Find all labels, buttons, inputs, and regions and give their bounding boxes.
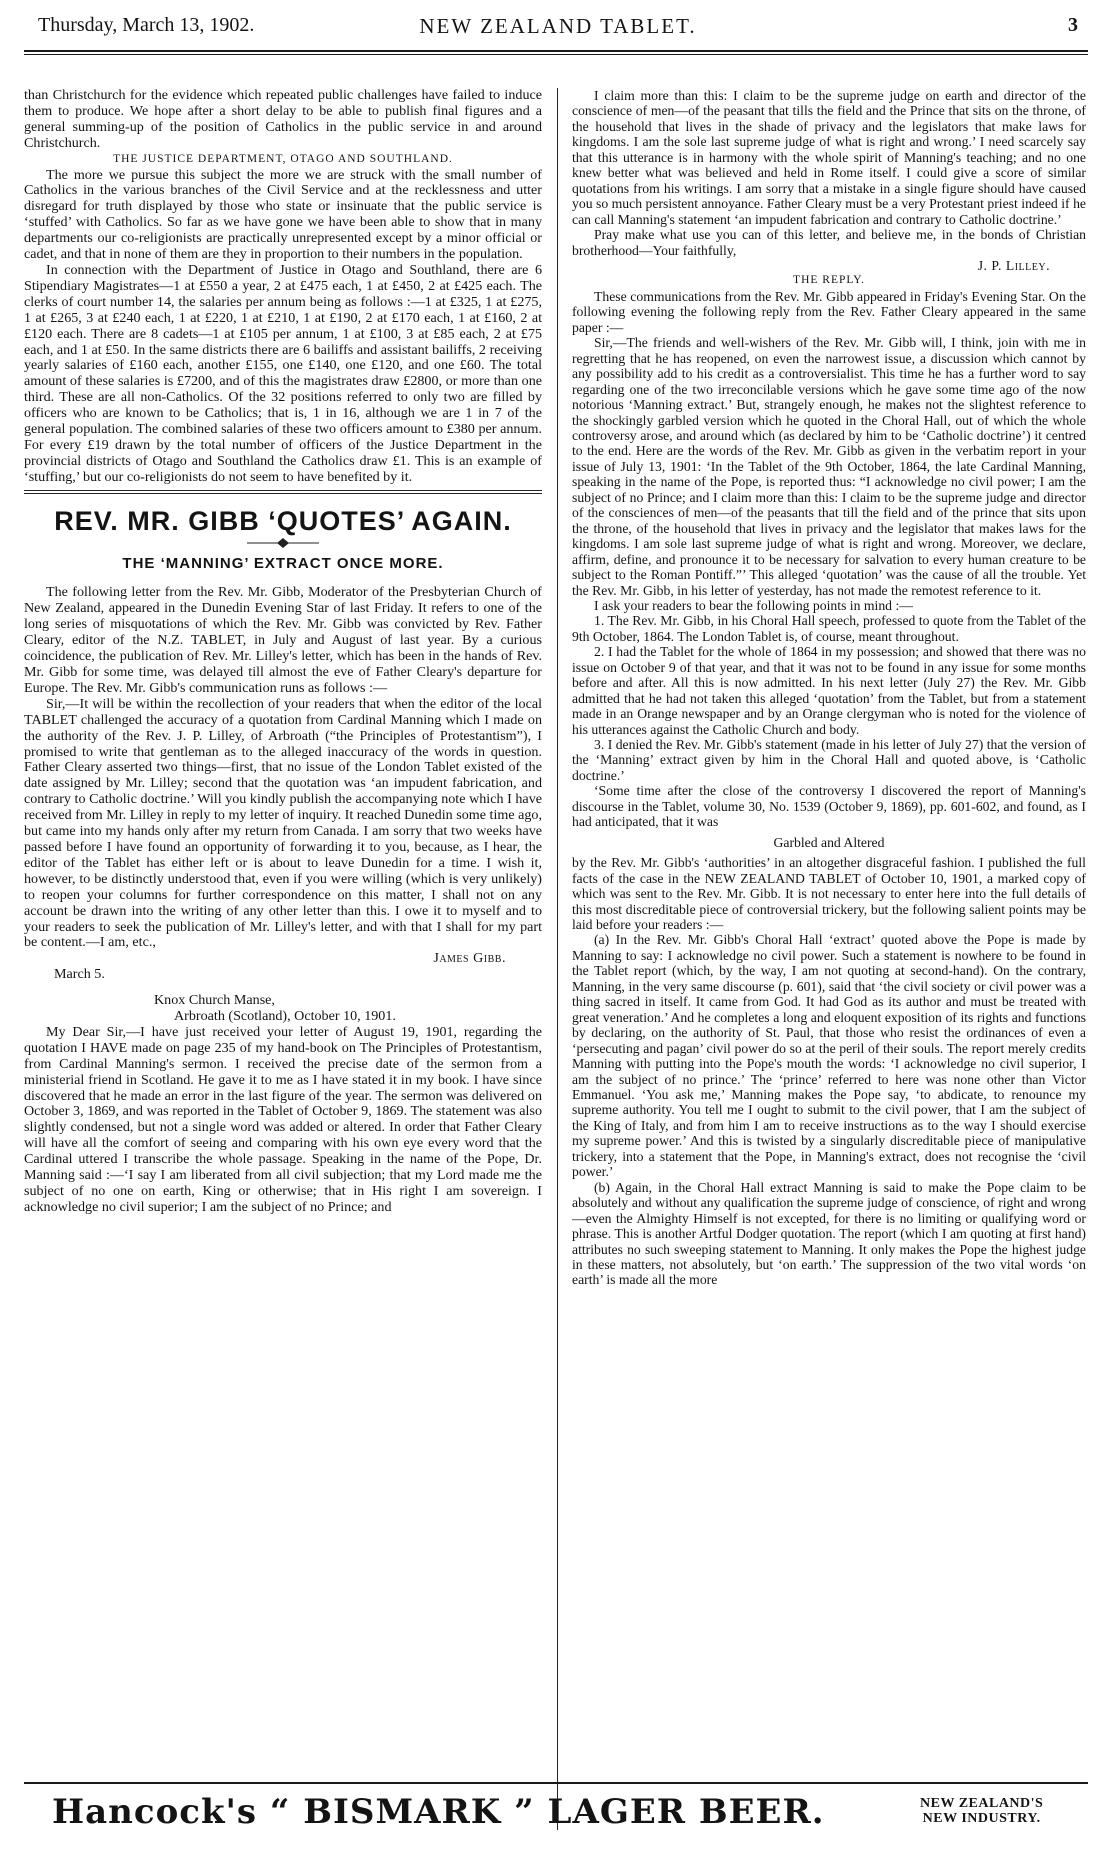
paragraph: Pray make what use you can of this letter, and believe me, in the bonds of Christian brotherhood—Your faithfully, [572,227,1086,258]
paragraph: ‘Some time after the close of the controversy I discovered the report of Manning's discourse in the Tablet, volume 30, No. 1539 (October 9, 1869), pp. 601-602, and found, as I had anticipated, that it was [572,783,1086,830]
right-column [572,88,1086,1848]
reply-subheading: THE REPLY. [793,274,865,287]
page-header [38,14,1078,44]
paragraph: These communications from the Rev. Mr. Gibb appeared in Friday's Evening Star. On the following evening the following reply from the Rev. Father Cleary appeared in the same paper :— [572,288,1086,335]
address-line: Arbroath (Scotland), October 10, 1901. [174,1008,396,1025]
letter-date: March 5. [54,966,105,983]
spacer [24,983,542,993]
paragraph: (a) In the Rev. Mr. Gibb's Choral Hall ‘extract’ quoted above the Pope is made by Manning to say: I acknowledge no civil power. Such a statement is nowhere to be found in the Tablet report (which, by the way, I am not quoting at second-hand). On the contrary, Manning, in the very same discourse (p. 601), said that ‘the civil society or civil power was a thing sacred in itself. It came from God. It had God as its author and must be treated with great veneration.’ And he completes a long and eloquent exposition of its rights and functions by declaring, on the authority of St. Paul, that those who resist the ordinances of even a ‘persecuting and pagan’ civil power do so at the peril of their souls. The report merely credits Manning with putting into the Pope's mouth the words: ‘I acknowledge no civil superior, I am the subject of no prince.’ The ‘prince’ referred to here was none other than Victor Emmanuel. ‘You ask me,’ Manning makes the Pope say, ‘to abdicate, to renounce my supreme authority. You tell me I ought to submit to the civil power, that I am the subject of the King of Italy, and from him I am to receive instructions as to the way I should exercise my supreme power.’ And this is twisted by a singularly discreditable piece of manipulative trickery, into a statement that the Pope, in Manning's extract, does not recognise the ‘civil power.’ [572,932,1086,1180]
header-date: Thursday, March 13, 1902. [38,14,255,36]
ornament-diamond-icon [243,536,323,550]
section-divider [24,493,542,494]
paragraph: (b) Again, in the Choral Hall extract Manning is said to make the Pope claim to be absolutely and without any qualification the supreme judge of conscience, of right and wrong—even the Almighty Himself is not excepted, for there is no limiting or qualifying word or phrase. This is another Artful Dodger quotation. The report (which I am quoting at first hand) attributes no such sweeping statement to Manning. It only makes the Pope the highest judge in these matters, not absolutely, but ‘on earth.’ The suppression of the two vital words ‘on earth’ is made all the more [572,1179,1086,1288]
advert-brand: Hancock's “ BISMARK ” LAGER BEER. [52,1792,825,1832]
paragraph: The more we pursue this subject the more we are struck with the small number of Catholics in the various branches of the Civil Service and at the recklessness and utter disregard for truth displayed by those who state or insinuate that the public service is ‘stuffed’ with Catholics. So far as we have gone we have been able to show that in many departments our co-religionists are practically unrepresented except by a minor official or cadet, and that in none of them are they in proportion to their numbers in the population. [24,166,542,263]
paragraph: than Christchurch for the evidence which repeated public challenges have failed to induce them to produce. We hope after a short delay to be able to publish final figures and a general summing-up of the position of Catholics in the public service in and around Christchurch. [24,88,542,151]
paragraph: by the Rev. Mr. Gibb's ‘authorities’ in an altogether disgraceful fashion. I published the full facts of the case in the NEW ZEALAND TABLET of October 10, 1901, a marked copy of which was sent to the Rev. Mr. Gibb. It is not necessary to enter here into the full details of this most discreditable piece of controversial trickery, but the following salient points may be laid before your readers :— [572,855,1086,933]
address-line: Knox Church Manse, [154,992,275,1009]
header-rule [24,50,1088,52]
paragraph: 2. I had the Tablet for the whole of 1864 in my possession; and showed that there was no issue on October 9 of that year, and that it was not to be found in any issue for some months before and after. All this is now admitted. In his next letter (July 27) the Rev. Mr. Gibb admitted that he had not taken this alleged ‘quotation’ from the Tablet, but from a statement made in an Orange newspaper and by an Orange clergyman who is noted for the violence of his utterances against the Catholic Church and body. [572,644,1086,737]
paragraph: I claim more than this: I claim to be the supreme judge on earth and director of the conscience of men—of the peasant that tills the field and the Prince that sits on the throne, of the household that lives in the shade of privacy and the legislators that make laws for kingdoms. I am the sole last supreme judge of what is right and wrong.’ I need scarcely say that this utterance is in harmony with the whole spirit of Manning's teaching; and no one knew better what was believed and held in Rome itself. I could give a score of similar quotations from his writings. I am sorry that a mistake in a single figure should have caused you so much persistent annoyance. Father Cleary must be a very Protestant priest indeed if he can call Manning's statement ‘an impudent fabrication and contrary to Catholic doctrine.’ [572,88,1086,227]
article-subheadline: THE ‘MANNING’ EXTRACT ONCE MORE. [122,554,444,572]
letter-paragraph: Sir,—It will be within the recollection of your readers that when the editor of the local TABLET challenged the accuracy of a quotation from Cardinal Manning which I made on the authority of the Rev. J. P. Lilley, of Arbroath (“the Principles of Protestantism”), I promised to write that gentleman as to the alleged inaccuracy of the words in question. Father Cleary asserted two things—first, that no issue of the London Tablet existed of the date assigned by Mr. Lilley; second that the quotation was ‘an impudent fabrication, and contrary to Catholic doctrine.’ Will you kindly publish the accompanying note which I have received from Mr. Lilley in reply to my letter of inquiry. It reached Dunedin some time ago, but came into my hands only after my return from Canada. I am sorry that two weeks have passed before I have found an opportunity of forwarding it to you, because, as I hear, the editor of the Tablet has either left or is about to leave Dunedin for a time. I wish it, however, to be distinctly understood that, even if you were willing (which is very unlikely) to reopen your columns for further correspondence on this matter, I shall not on any account be drawn into the writing of any other letter than this. I owe it to myself and to your readers to seek the publication of Mr. Lilley's letter, and with that I shall for my part be content.—I am, etc., [24,695,542,951]
paragraph: In connection with the Department of Justice in Otago and Southland, there are 6 Stipendiary Magistrates—1 at £550 a year, 2 at £475 each, 1 at £450, 2 at £425 each. The clerks of court number 14, the salaries per annum being as follows :—1 at £325, 1 at £275, 1 at £265, 3 at £240 each, 1 at £220, 1 at £210, 1 at £190, 2 at £170 each, 1 at £160, 2 at £120 each. There are 8 cadets—1 at £105 per annum, 1 at £100, 3 at £85 each, 2 at £75 each, and 1 at £50. In the same districts there are 6 bailiffs and assistant bailiffs, 2 receiving yearly salaries of £160 each, another £155, one £140, one £120, and one £60. The total amount of these salaries is £7200, and of this the magistrates draw £2800, or more than one third. These are all non-Catholics. Of the 32 positions referred to only two are filled by officers who are known to be Catholics; that is, 1 in 16, although we are 1 in 7 of the general population. The combined salaries of these two officers amount to £380 per annum. For every £19 drawn by the total number of officers of the Justice Department in the provincial districts of Otago and Southland the Catholics draw £1. This is an example of ‘stuffing,’ but our co-religionists do not seem to have benefited by it. [24,261,542,485]
header-paper-title: NEW ZEALAND TABLET. [419,14,697,38]
advert-tagline [920,1796,1043,1826]
paragraph: 1. The Rev. Mr. Gibb, in his Choral Hall speech, professed to quote from the Tablet of the 9th October, 1864. The London Tablet is, of course, meant throughout. [572,613,1086,644]
section-divider [24,490,542,491]
paragraph: I ask your readers to bear the following points in mind :— [594,597,913,613]
paragraph: 3. I denied the Rev. Mr. Gibb's statement (made in his letter of July 27) that the version of the ‘Manning’ extract given by him in the Choral Hall and quoted above, is ‘Catholic doctrine.’ [572,737,1086,783]
column-divider [557,88,558,1830]
letter-paragraph: My Dear Sir,—I have just received your letter of August 19, 1901, regarding the quotation I HAVE made on page 235 of my hand-book on The Principles of Protestantism, from Cardinal Manning's sermon. I received the precise date of the sermon from a ministerial friend in Scotland. He gave it to me as I have stated it in my book. I have since discovered that he made an error in the last figure of the year. The sermon was delivered on October 3, 1869, and was reported in the Tablet of October 9, 1869. The statement was also slightly condensed, but not a single word was added or altered. In order that Father Cleary will have all the comfort of seeing and comparing with his own eye every word that the Cardinal uttered I transcribe the whole passage. Speaking in the name of the Pope, Dr. Manning said :—‘I say I am liberated from all civil subjection; that my Lord made me the subject of no one on earth, King or otherwise; that in His right I am sovereign. I acknowledge no civil superior; I am the subject of no Prince; and [24,1023,542,1215]
advert-rule [24,1782,1088,1784]
garbled-subheading: Garbled and Altered [773,834,885,850]
header-rule-thin [24,54,1088,55]
ornament-rule [24,536,542,550]
left-column [24,88,542,1859]
signature-gibb: James Gibb. [433,950,506,967]
header-page-number: 3 [1068,14,1078,36]
advertisement [30,1790,1090,1846]
signature-lilley: J. P. Lilley. [977,257,1050,273]
section-subheading: THE JUSTICE DEPARTMENT, OTAGO AND SOUTHLAND. [113,152,453,165]
advert-tagline-line1: NEW ZEALAND'S [920,1796,1044,1811]
paragraph: Sir,—The friends and well-wishers of the Rev. Mr. Gibb will, I think, join with me in regretting that he has reopened, on even the narrowest issue, a discussion which cannot by any possibility add to his credit as a controversialist. This time he has a further word to say regarding one of the two irreconcilable versions which he gave some time ago of the now notorious ‘Manning extract.’ But, strangely enough, he makes not the slightest reference to the shockingly garbled version which he quoted in the Choral Hall, out of which the whole controversy arose, and around which (as declared by him to be ‘Catholic doctrine’) it centred to the end. Here are the words of the Rev. Mr. Gibb as given in the verbatim report in your issue of July 13, 1901: ‘In the Tablet of the 9th October, 1864, the late Cardinal Manning, speaking in the name of the Pope, is reported thus: “I acknowledge no civil power; I am the subject of no Prince; and I claim more than this: I claim to be the supreme judge and director of the consciences of men—of the peasants that till the field and of the prince that sits upon the throne, of the household that lives in privacy and the legislator that makes laws for the kingdoms. I am sole last supreme judge of what is right and wrong. Moreover, we declare, affirm, define, and pronounce it to be necessary for salvation to every human creature to be subject to the Roman Pontiff.”’ This alleged ‘quotation’ was the cause of all the trouble. Yet the Rev. Mr. Gibb, in his letter of yesterday, has not made the remotest reference to it. [572,335,1086,598]
article-headline: REV. MR. GIBB ‘QUOTES’ AGAIN. [54,505,512,536]
paragraph: The following letter from the Rev. Mr. Gibb, Moderator of the Presbyterian Church of New Zealand, appeared in the Dunedin Evening Star of last Friday. It refers to one of the long series of misquotations of which the Rev. Mr. Gibb was convicted by Rev. Father Cleary, editor of the N.Z. TABLET, in July and August of last year. By a curious coincidence, the publication of Rev. Mr. Lilley's letter, which has been in the hands of Rev. Mr. Gibb for some time, was delayed till almost the eve of Father Cleary's departure for Europe. The Rev. Mr. Gibb's communication runs as follows :— [24,584,542,696]
advert-tagline-line2: NEW INDUSTRY. [922,1811,1041,1826]
